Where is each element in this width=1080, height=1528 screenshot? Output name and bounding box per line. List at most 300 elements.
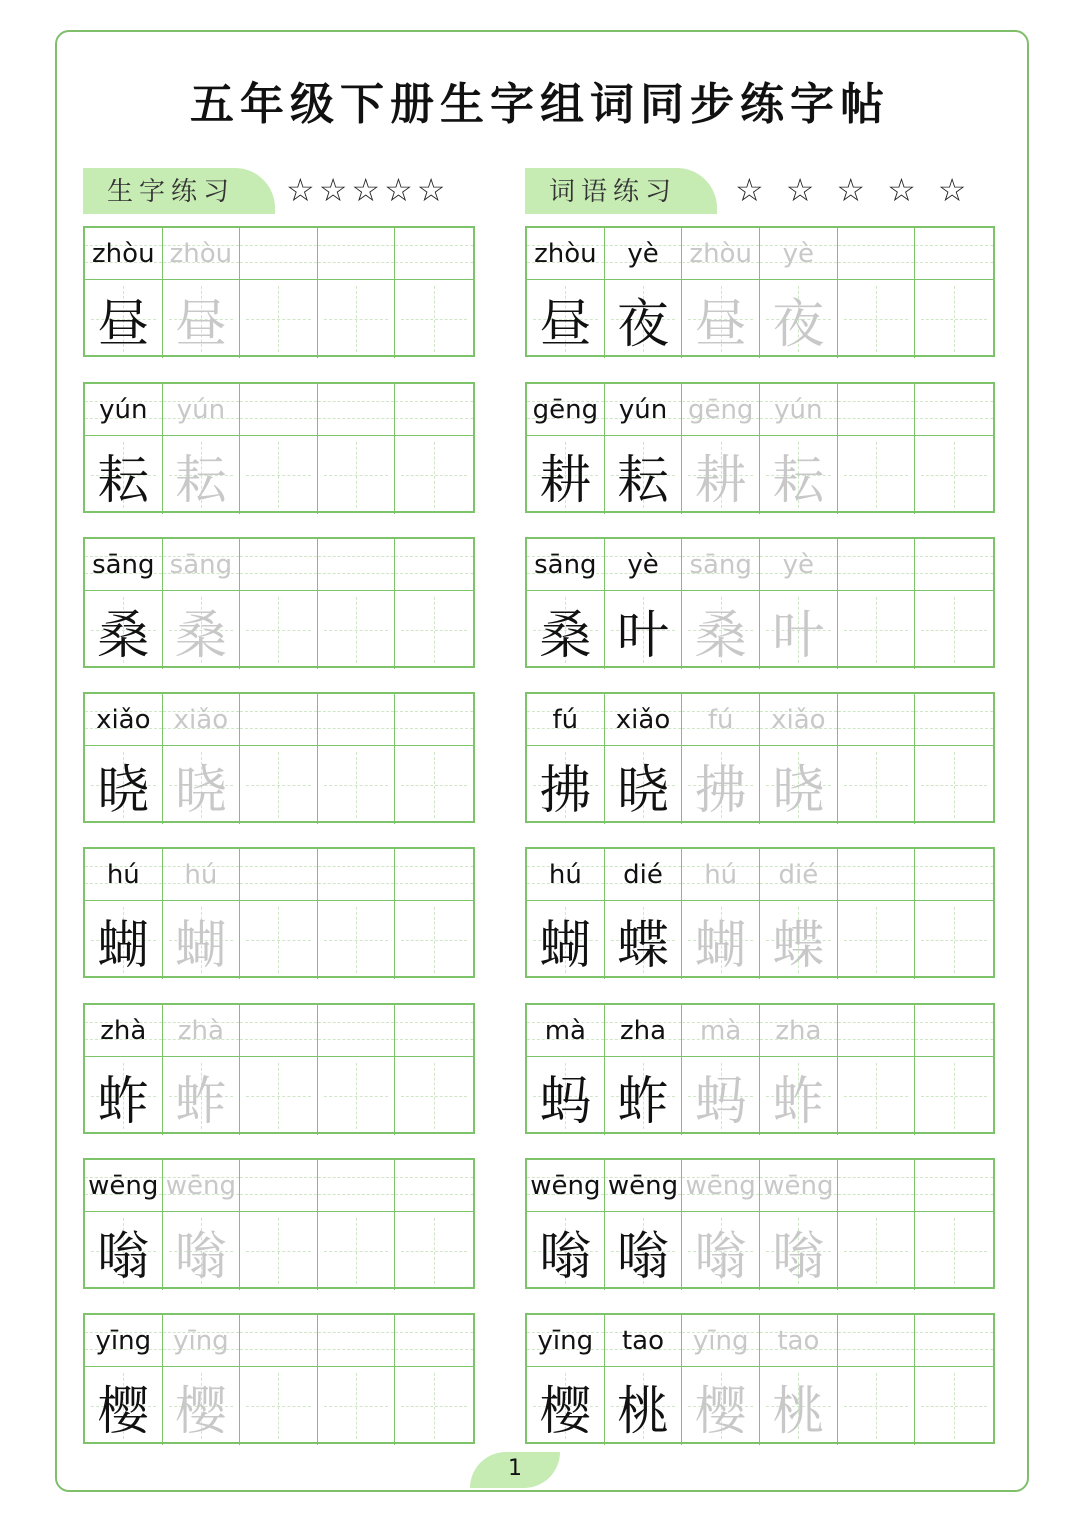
model-cell[interactable]: [85, 1315, 163, 1445]
model-cell[interactable]: [85, 228, 163, 358]
tianzige-box: [605, 1367, 682, 1445]
pinyin-line: [395, 228, 473, 280]
trace-cell[interactable]: [163, 1315, 241, 1445]
pinyin-text: wēng: [530, 1170, 601, 1201]
star-icon[interactable]: ☆: [937, 171, 967, 209]
pinyin-text: yīng: [95, 1325, 152, 1356]
model-cell[interactable]: [85, 1160, 163, 1290]
empty-practice-cell[interactable]: [838, 694, 916, 824]
pinyin-text: wēng: [685, 1170, 756, 1201]
pinyin-line: [682, 228, 759, 280]
pinyin-text: zhà: [100, 1015, 147, 1046]
hanzi-character: 叶: [617, 605, 670, 666]
model-cell[interactable]: [527, 694, 605, 824]
pinyin-line: [85, 1005, 162, 1057]
tianzige-box: [605, 1057, 682, 1135]
hanzi-character: 桑: [97, 605, 150, 666]
pinyin-text: wēng: [165, 1170, 237, 1201]
tianzige-box: [318, 1367, 395, 1445]
pinyin-line: [915, 1160, 993, 1212]
tianzige-box: [838, 436, 915, 514]
tianzige-box: [163, 436, 240, 514]
tianzige-box: [85, 1367, 162, 1445]
pinyin-line: [318, 384, 395, 436]
tianzige-box: [527, 1367, 604, 1445]
tianzige-box: [163, 746, 240, 824]
pinyin-text: yīng: [173, 1325, 229, 1356]
model-cell[interactable]: [527, 1315, 605, 1445]
pinyin-text: xiǎo: [771, 704, 826, 735]
tianzige-box: [605, 591, 682, 669]
empty-practice-cell[interactable]: [915, 539, 993, 669]
trace-cell[interactable]: [760, 539, 838, 669]
pinyin-line: [527, 1005, 604, 1057]
pinyin-line: [760, 539, 837, 591]
tianzige-box: [682, 280, 759, 358]
empty-practice-cell[interactable]: [915, 1160, 993, 1290]
hanzi-character: 拂: [539, 760, 592, 821]
tianzige-box: [85, 746, 162, 824]
tianzige-box: [682, 746, 759, 824]
empty-practice-cell[interactable]: [915, 1005, 993, 1135]
pinyin-line: [527, 849, 604, 901]
tianzige-box: [240, 436, 317, 514]
pinyin-text: sāng: [534, 549, 597, 580]
trace-cell[interactable]: [760, 1160, 838, 1290]
pinyin-line: [605, 1005, 682, 1057]
hanzi-character: 蚱: [772, 1071, 825, 1132]
model-cell[interactable]: [605, 228, 683, 358]
tianzige-box: [682, 1057, 759, 1135]
tianzige-box: [318, 436, 395, 514]
empty-practice-cell[interactable]: [395, 384, 473, 514]
empty-practice-cell[interactable]: [318, 384, 396, 514]
pinyin-text: zhòu: [169, 238, 233, 269]
pinyin-line: [163, 1005, 240, 1057]
trace-cell[interactable]: [760, 694, 838, 824]
tianzige-box: [838, 746, 915, 824]
star-icon[interactable]: ☆: [384, 171, 413, 209]
tianzige-box: [395, 1212, 473, 1290]
pinyin-line: [240, 849, 317, 901]
left-section-tab: 生字练习: [83, 168, 275, 214]
trace-cell[interactable]: [682, 539, 760, 669]
tianzige-box: [240, 901, 317, 979]
pinyin-line: [527, 539, 604, 591]
page-number: 1: [508, 1456, 522, 1481]
pinyin-line: [915, 384, 993, 436]
hanzi-character: 桑: [539, 605, 592, 666]
model-cell[interactable]: [85, 1005, 163, 1135]
tianzige-box: [240, 1212, 317, 1290]
pinyin-text: yún: [176, 394, 226, 425]
tianzige-box: [915, 1212, 993, 1290]
pinyin-line: [318, 1315, 395, 1367]
right-practice-row: [525, 692, 995, 823]
tianzige-box: [760, 280, 837, 358]
hanzi-character: 蝴: [694, 915, 747, 976]
tianzige-box: [395, 436, 473, 514]
trace-cell[interactable]: [682, 694, 760, 824]
trace-cell[interactable]: [760, 849, 838, 979]
pinyin-line: [682, 1005, 759, 1057]
trace-cell[interactable]: [163, 849, 241, 979]
empty-practice-cell[interactable]: [240, 539, 318, 669]
empty-practice-cell[interactable]: [915, 228, 993, 358]
tianzige-box: [760, 1212, 837, 1290]
empty-practice-cell[interactable]: [318, 228, 396, 358]
model-cell[interactable]: [605, 539, 683, 669]
empty-practice-cell[interactable]: [395, 1005, 473, 1135]
pinyin-line: [318, 694, 395, 746]
pinyin-line: [395, 849, 473, 901]
pinyin-line: [240, 1160, 317, 1212]
pinyin-line: [527, 1160, 604, 1212]
model-cell[interactable]: [527, 1005, 605, 1135]
tianzige-box: [682, 1367, 759, 1445]
pinyin-line: [318, 539, 395, 591]
tianzige-box: [838, 1212, 915, 1290]
empty-practice-cell[interactable]: [318, 1315, 396, 1445]
pinyin-text: zhòu: [689, 238, 752, 269]
tianzige-box: [240, 1367, 317, 1445]
pinyin-text: fú: [707, 704, 734, 735]
star-icon[interactable]: ☆: [887, 171, 916, 209]
tianzige-box: [838, 1057, 915, 1135]
star-icon[interactable]: ☆: [735, 171, 764, 209]
pinyin-text: zhòu: [92, 238, 155, 269]
trace-cell[interactable]: [682, 1005, 760, 1135]
pinyin-line: [760, 1005, 837, 1057]
empty-practice-cell[interactable]: [915, 1315, 993, 1445]
tianzige-box: [605, 436, 682, 514]
hanzi-character: 桑: [694, 605, 747, 666]
tianzige-box: [838, 1367, 915, 1445]
pinyin-line: [605, 384, 682, 436]
tianzige-box: [318, 901, 395, 979]
star-icon[interactable]: ☆: [286, 171, 315, 209]
model-cell[interactable]: [85, 539, 163, 669]
trace-cell[interactable]: [682, 1315, 760, 1445]
pinyin-line: [838, 1005, 915, 1057]
right-section-header: [525, 168, 995, 214]
trace-cell[interactable]: [163, 1160, 241, 1290]
pinyin-line: [682, 1160, 759, 1212]
model-cell[interactable]: [527, 228, 605, 358]
pinyin-line: [163, 849, 240, 901]
pinyin-text: fú: [552, 704, 579, 735]
pinyin-line: [605, 1315, 682, 1367]
pinyin-line: [838, 694, 915, 746]
tianzige-box: [760, 591, 837, 669]
pinyin-text: mà: [544, 1015, 586, 1046]
tianzige-box: [605, 280, 682, 358]
pinyin-line: [240, 539, 317, 591]
trace-cell[interactable]: [163, 384, 241, 514]
empty-practice-cell[interactable]: [395, 694, 473, 824]
tianzige-box: [163, 1367, 240, 1445]
model-cell[interactable]: [605, 1160, 683, 1290]
pinyin-line: [527, 384, 604, 436]
left-rating-stars[interactable]: [286, 170, 445, 210]
trace-cell[interactable]: [163, 694, 241, 824]
tianzige-box: [85, 901, 162, 979]
empty-practice-cell[interactable]: [318, 694, 396, 824]
trace-cell[interactable]: [682, 849, 760, 979]
tianzige-box: [85, 591, 162, 669]
hanzi-character: 蝶: [772, 915, 825, 976]
right-practice-row: [525, 537, 995, 668]
tianzige-box: [318, 280, 395, 358]
model-cell[interactable]: [605, 1005, 683, 1135]
pinyin-line: [838, 1315, 915, 1367]
tianzige-box: [318, 1212, 395, 1290]
pinyin-text: yún: [99, 394, 148, 425]
hanzi-character: 蝴: [539, 915, 592, 976]
empty-practice-cell[interactable]: [838, 1005, 916, 1135]
pinyin-text: hú: [704, 859, 738, 890]
hanzi-character: 嗡: [97, 1226, 150, 1287]
hanzi-character: 樱: [539, 1381, 592, 1442]
pinyin-line: [682, 1315, 759, 1367]
empty-practice-cell[interactable]: [240, 1005, 318, 1135]
right-practice-row: [525, 847, 995, 978]
pinyin-text: wēng: [607, 1170, 679, 1201]
pinyin-line: [915, 849, 993, 901]
tianzige-box: [915, 901, 993, 979]
pinyin-line: [527, 1315, 604, 1367]
left-practice-row: [83, 226, 475, 357]
empty-practice-cell[interactable]: [395, 849, 473, 979]
tianzige-box: [915, 746, 993, 824]
tianzige-box: [163, 591, 240, 669]
tianzige-box: [527, 1057, 604, 1135]
pinyin-text: sāng: [169, 549, 233, 580]
star-icon[interactable]: ☆: [351, 171, 381, 209]
empty-practice-cell[interactable]: [240, 694, 318, 824]
right-section-tab: 词语练习: [525, 168, 717, 214]
tianzige-box: [395, 746, 473, 824]
pinyin-line: [163, 1315, 240, 1367]
hanzi-character: 夜: [772, 294, 825, 355]
empty-practice-cell[interactable]: [318, 539, 396, 669]
left-practice-row: [83, 382, 475, 513]
trace-cell[interactable]: [760, 1315, 838, 1445]
tianzige-box: [85, 1212, 162, 1290]
tianzige-box: [682, 901, 759, 979]
pinyin-text: yīng: [692, 1325, 749, 1356]
trace-cell[interactable]: [163, 539, 241, 669]
empty-practice-cell[interactable]: [395, 1315, 473, 1445]
empty-practice-cell[interactable]: [838, 1315, 916, 1445]
tianzige-box: [527, 901, 604, 979]
empty-practice-cell[interactable]: [395, 539, 473, 669]
pinyin-line: [85, 228, 162, 280]
hanzi-character: 耘: [97, 450, 150, 511]
empty-practice-cell[interactable]: [838, 384, 916, 514]
tianzige-box: [527, 436, 604, 514]
empty-practice-cell[interactable]: [240, 384, 318, 514]
pinyin-line: [85, 1315, 162, 1367]
hanzi-character: 桃: [617, 1381, 670, 1442]
pinyin-text: xiǎo: [615, 704, 671, 735]
empty-practice-cell[interactable]: [838, 228, 916, 358]
pinyin-line: [682, 849, 759, 901]
pinyin-text: yè: [782, 238, 815, 269]
pinyin-line: [605, 1160, 682, 1212]
empty-practice-cell[interactable]: [318, 1160, 396, 1290]
hanzi-character: 晓: [617, 760, 670, 821]
right-practice-row: [525, 1158, 995, 1289]
tianzige-box: [85, 1057, 162, 1135]
model-cell[interactable]: [605, 1315, 683, 1445]
empty-practice-cell[interactable]: [915, 849, 993, 979]
trace-cell[interactable]: [682, 1160, 760, 1290]
tianzige-box: [682, 591, 759, 669]
pinyin-text: sāng: [92, 549, 155, 580]
hanzi-character: 樱: [174, 1381, 227, 1442]
tianzige-box: [163, 280, 240, 358]
tianzige-box: [915, 1057, 993, 1135]
trace-cell[interactable]: [163, 1005, 241, 1135]
hanzi-character: 昼: [174, 294, 227, 355]
hanzi-character: 嗡: [617, 1226, 670, 1287]
trace-cell[interactable]: [682, 228, 760, 358]
empty-practice-cell[interactable]: [838, 1160, 916, 1290]
pinyin-line: [527, 694, 604, 746]
pinyin-text: yīng: [537, 1325, 594, 1356]
star-icon[interactable]: ☆: [836, 171, 866, 209]
left-section-header: [83, 168, 475, 214]
hanzi-character: 桃: [772, 1381, 825, 1442]
trace-cell[interactable]: [760, 384, 838, 514]
model-cell[interactable]: [605, 384, 683, 514]
hanzi-character: 昼: [539, 294, 592, 355]
hanzi-character: 嗡: [694, 1226, 747, 1287]
hanzi-character: 蚱: [97, 1071, 150, 1132]
hanzi-character: 耘: [617, 450, 670, 511]
pinyin-line: [163, 1160, 240, 1212]
pinyin-text: xiǎo: [173, 704, 229, 735]
empty-practice-cell[interactable]: [240, 849, 318, 979]
pinyin-text: yún: [774, 394, 823, 425]
tianzige-box: [85, 280, 162, 358]
left-practice-row: [83, 847, 475, 978]
tianzige-box: [605, 1212, 682, 1290]
empty-practice-cell[interactable]: [318, 849, 396, 979]
star-icon[interactable]: ☆: [416, 171, 446, 209]
empty-practice-cell[interactable]: [915, 694, 993, 824]
model-cell[interactable]: [85, 849, 163, 979]
trace-cell[interactable]: [682, 384, 760, 514]
trace-cell[interactable]: [760, 1005, 838, 1135]
pinyin-line: [85, 849, 162, 901]
model-cell[interactable]: [527, 1160, 605, 1290]
model-cell[interactable]: [527, 539, 605, 669]
pinyin-line: [915, 1005, 993, 1057]
hanzi-character: 拂: [694, 760, 747, 821]
page-title: 五年级下册生字组词同步练字帖: [190, 79, 890, 130]
pinyin-line: [163, 539, 240, 591]
empty-practice-cell[interactable]: [838, 539, 916, 669]
pinyin-line: [85, 384, 162, 436]
tianzige-box: [915, 1367, 993, 1445]
empty-practice-cell[interactable]: [838, 849, 916, 979]
right-rating-stars[interactable]: [735, 170, 966, 210]
empty-practice-cell[interactable]: [240, 1160, 318, 1290]
tianzige-box: [395, 591, 473, 669]
hanzi-character: 蚱: [174, 1071, 227, 1132]
pinyin-line: [318, 1005, 395, 1057]
model-cell[interactable]: [527, 384, 605, 514]
empty-practice-cell[interactable]: [240, 228, 318, 358]
tianzige-box: [605, 746, 682, 824]
pinyin-text: mà: [700, 1015, 742, 1046]
tianzige-box: [163, 1212, 240, 1290]
pinyin-text: yún: [618, 394, 668, 425]
pinyin-text: zhòu: [534, 238, 597, 269]
hanzi-character: 嗡: [772, 1226, 825, 1287]
model-cell[interactable]: [605, 849, 683, 979]
model-cell[interactable]: [85, 694, 163, 824]
tianzige-box: [760, 1367, 837, 1445]
pinyin-text: tao: [777, 1325, 820, 1356]
right-practice-row: [525, 1313, 995, 1444]
trace-cell[interactable]: [760, 228, 838, 358]
trace-cell[interactable]: [163, 228, 241, 358]
hanzi-character: 耘: [174, 450, 227, 511]
hanzi-character: 蝴: [97, 915, 150, 976]
hanzi-character: 晓: [174, 760, 227, 821]
pinyin-text: sāng: [689, 549, 752, 580]
pinyin-line: [760, 849, 837, 901]
empty-practice-cell[interactable]: [318, 1005, 396, 1135]
tianzige-box: [240, 1057, 317, 1135]
pinyin-line: [760, 694, 837, 746]
pinyin-line: [318, 228, 395, 280]
star-icon[interactable]: ☆: [318, 171, 348, 209]
empty-practice-cell[interactable]: [395, 228, 473, 358]
pinyin-line: [85, 1160, 162, 1212]
empty-practice-cell[interactable]: [915, 384, 993, 514]
tianzige-box: [527, 1212, 604, 1290]
model-cell[interactable]: [85, 384, 163, 514]
model-cell[interactable]: [527, 849, 605, 979]
tianzige-box: [682, 1212, 759, 1290]
tianzige-box: [240, 591, 317, 669]
hanzi-character: 蚱: [617, 1071, 670, 1132]
right-practice-row: [525, 382, 995, 513]
hanzi-character: 樱: [694, 1381, 747, 1442]
pinyin-text: tao: [621, 1325, 665, 1356]
model-cell[interactable]: [605, 694, 683, 824]
left-practice-row: [83, 1313, 475, 1444]
pinyin-text: zha: [619, 1015, 667, 1046]
tianzige-box: [85, 436, 162, 514]
pinyin-text: gēng: [532, 394, 599, 425]
pinyin-text: yè: [782, 549, 815, 580]
pinyin-text: gēng: [687, 394, 754, 425]
pinyin-line: [395, 539, 473, 591]
hanzi-character: 耕: [539, 450, 592, 511]
pinyin-line: [915, 1315, 993, 1367]
empty-practice-cell[interactable]: [240, 1315, 318, 1445]
hanzi-character: 耘: [772, 450, 825, 511]
empty-practice-cell[interactable]: [395, 1160, 473, 1290]
hanzi-character: 嗡: [539, 1226, 592, 1287]
tianzige-box: [760, 1057, 837, 1135]
star-icon[interactable]: ☆: [785, 171, 815, 209]
